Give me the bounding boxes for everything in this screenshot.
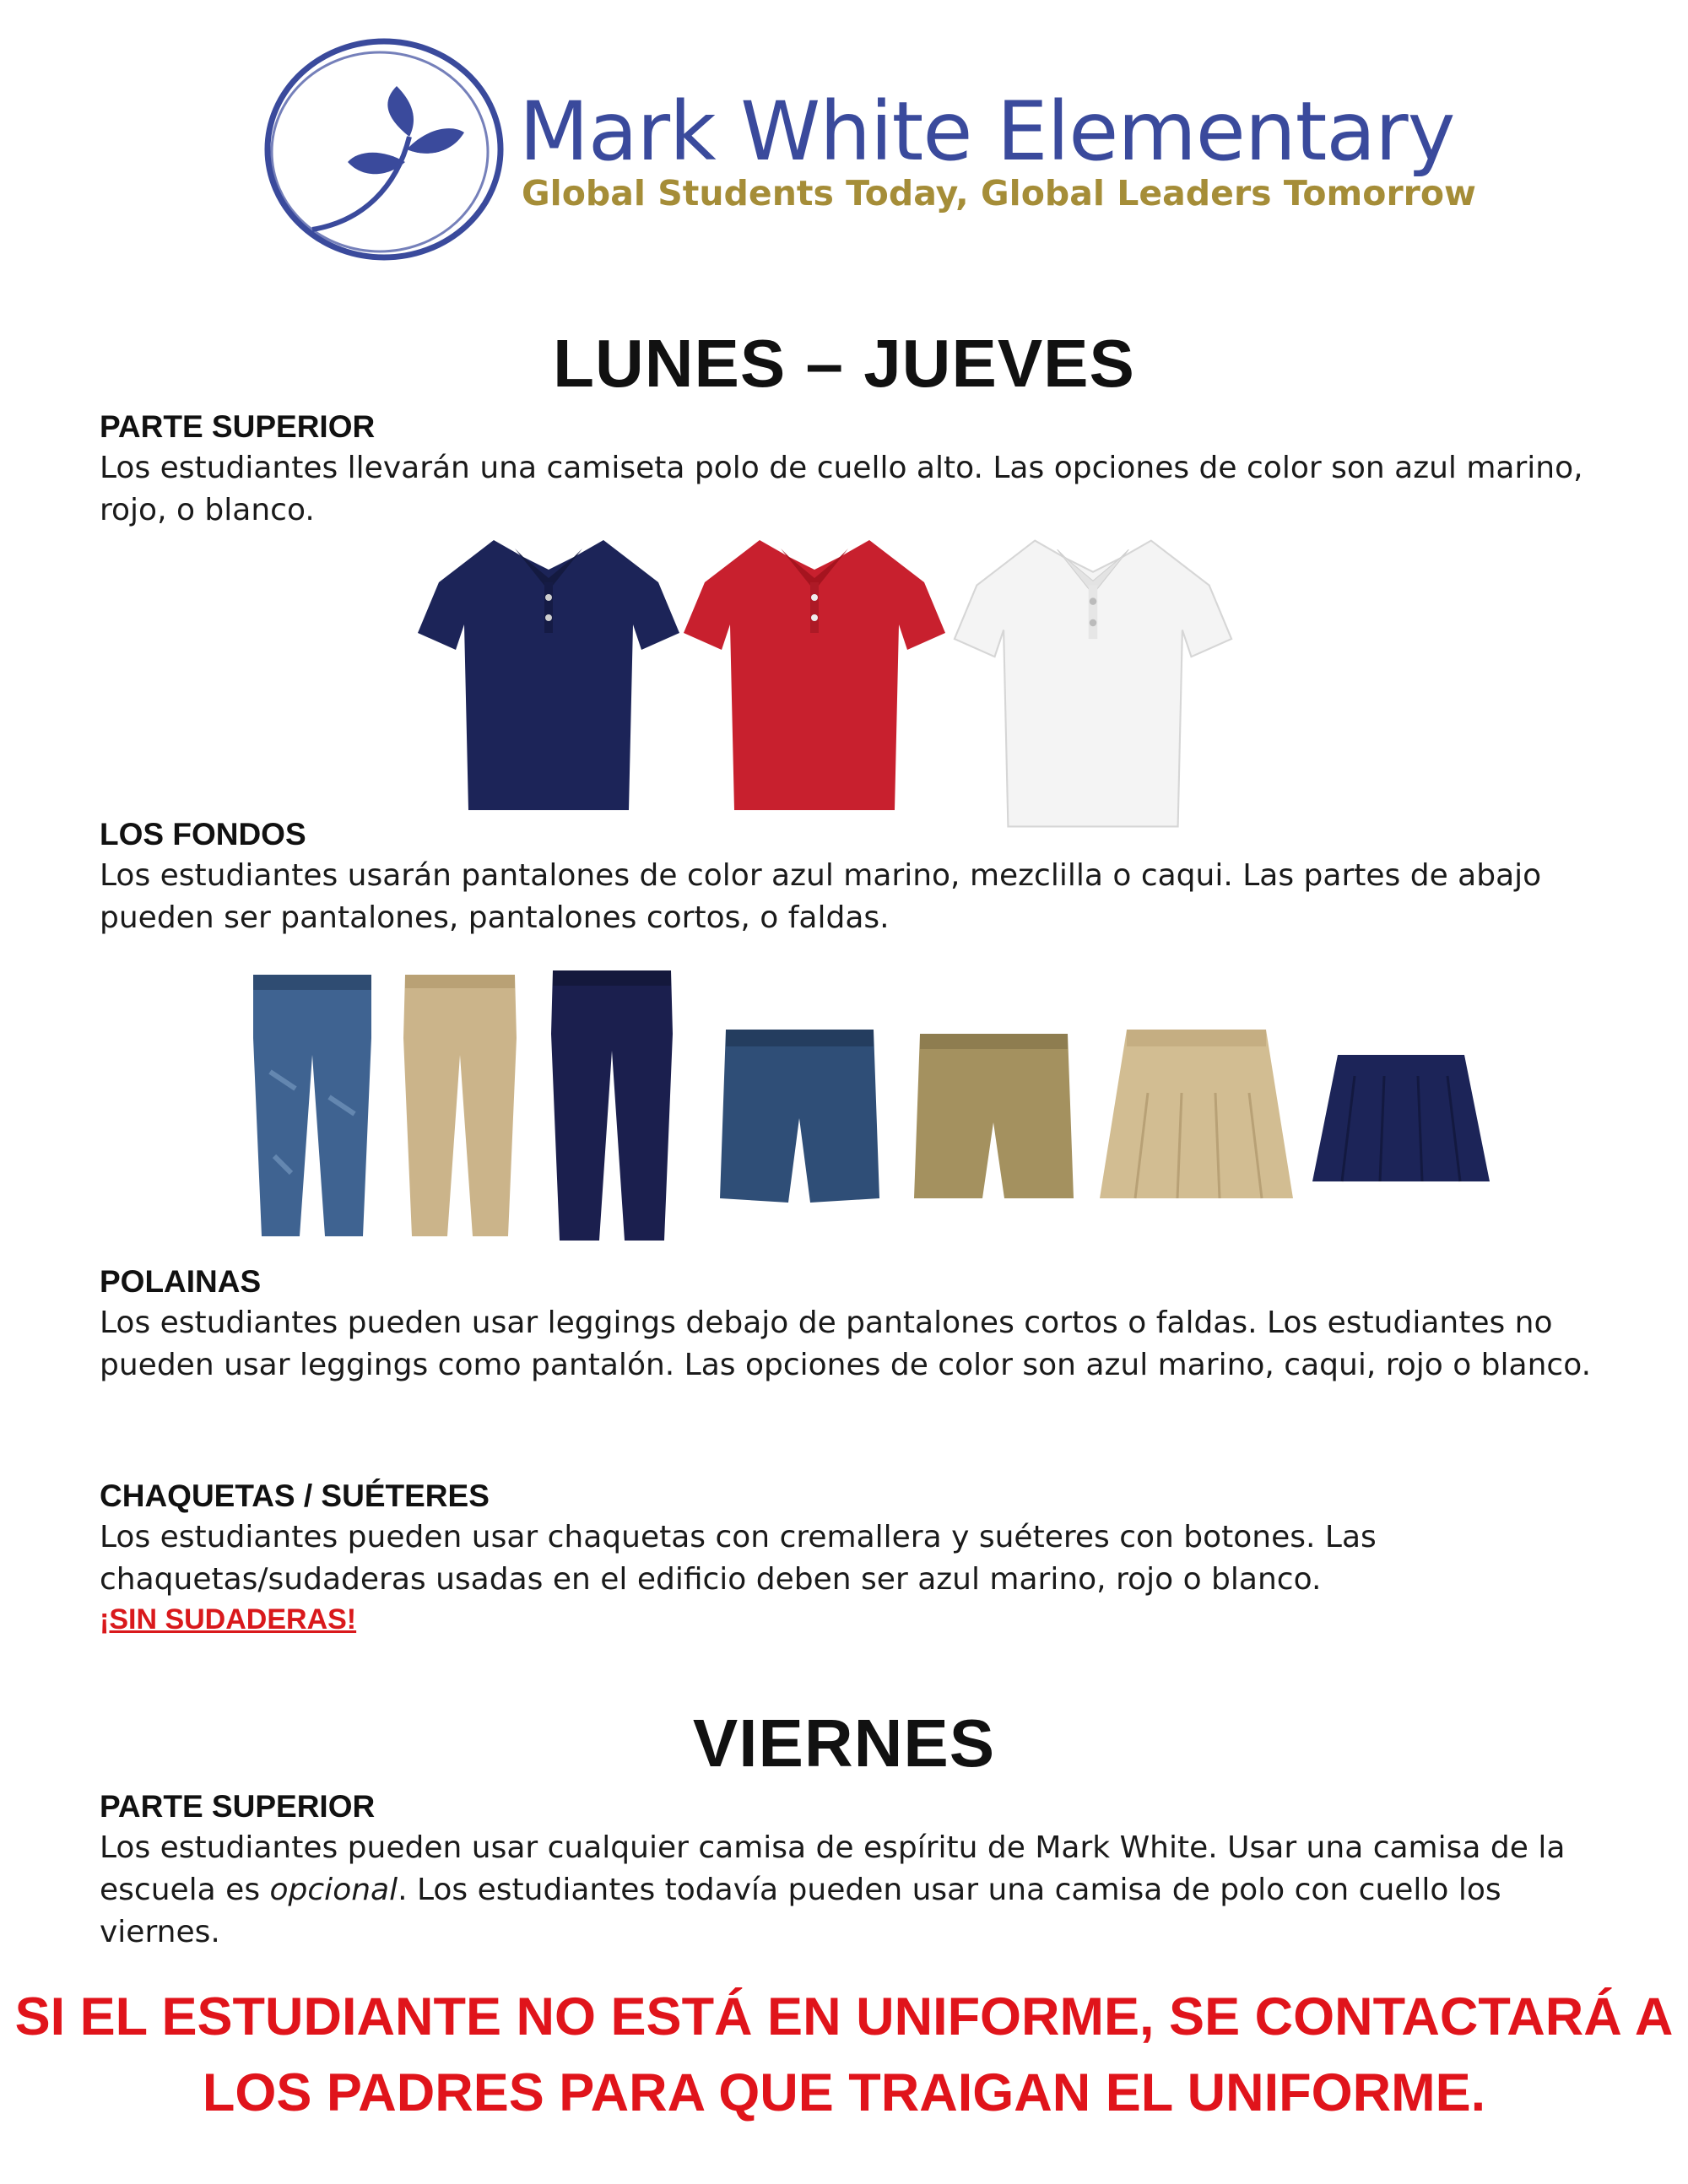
friday-tops-text <box>100 1827 1602 1954</box>
no-hoodies-warning: ¡SIN SUDADERAS! <box>100 1603 357 1635</box>
school-logo <box>262 35 506 263</box>
uniform-notice: SI EL ESTUDIANTE NO ESTÁ EN UNIFORME, SE CONTACTARÁ A LOS PADRES PARA QUE TRAIGAN EL UNIFORME. <box>14 1987 1674 2122</box>
navy-pants-image <box>544 966 679 1245</box>
sprout-icon <box>312 86 464 230</box>
jackets-title: CHAQUETAS / SUÉTERES <box>100 1479 490 1513</box>
leggings-text: Los estudiantes pueden usar leggings debajo de pantalones cortos o faldas. Los estudiantes no pueden usar leggings como pantalón. Las opciones de color son azul marino, caqui, rojo o blanco. <box>100 1306 1592 1382</box>
polo-red-image <box>679 532 950 819</box>
polo-white-image <box>950 532 1236 835</box>
heading-friday: VIERNES <box>692 1706 996 1781</box>
bottoms-text: Los estudiantes usarán pantalones de color azul marino, mezclilla o caqui. Las partes de abajo pueden ser pantalones, pantalones cortos, o faldas. <box>100 858 1542 935</box>
khaki-skirt-image <box>1097 1025 1296 1203</box>
polo-navy-image <box>414 532 684 819</box>
friday-tops-title: PARTE SUPERIOR <box>100 1789 376 1824</box>
friday-text-after: . Los estudiantes todavía pueden usar una camisa de polo con cuello los viernes. <box>100 1873 1501 1949</box>
school-name: Mark White Elementary <box>519 84 1455 179</box>
tops-title: PARTE SUPERIOR <box>100 409 376 444</box>
leggings-title: POLAINAS <box>100 1264 262 1299</box>
heading-mon-thu: LUNES – JUEVES <box>553 326 1135 401</box>
navy-skirt-image <box>1308 1051 1494 1186</box>
khaki-shorts-image <box>912 1030 1076 1203</box>
friday-text-emphasis: opcional <box>269 1873 398 1907</box>
denim-shorts-image <box>717 1025 882 1207</box>
tops-text: Los estudiantes llevarán una camiseta polo de cuello alto. Las opciones de color son azul marino, rojo, o blanco. <box>100 451 1583 527</box>
jeans-image <box>245 970 380 1241</box>
friday-text-before: Los estudiantes pueden usar cualquier camisa de espíritu de Mark White. Usar una camisa de la escuela es <box>100 1830 1566 1907</box>
school-tagline: Global Students Today, Global Leaders Tomorrow <box>522 173 1476 214</box>
khaki-pants-image <box>397 970 523 1241</box>
bottoms-title: LOS FONDOS <box>100 817 306 851</box>
jackets-text: Los estudiantes pueden usar chaquetas con cremallera y suéteres con botones. Las chaquetas/sudaderas usadas en el edificio deben ser azul marino, rojo o blanco. <box>100 1520 1377 1597</box>
